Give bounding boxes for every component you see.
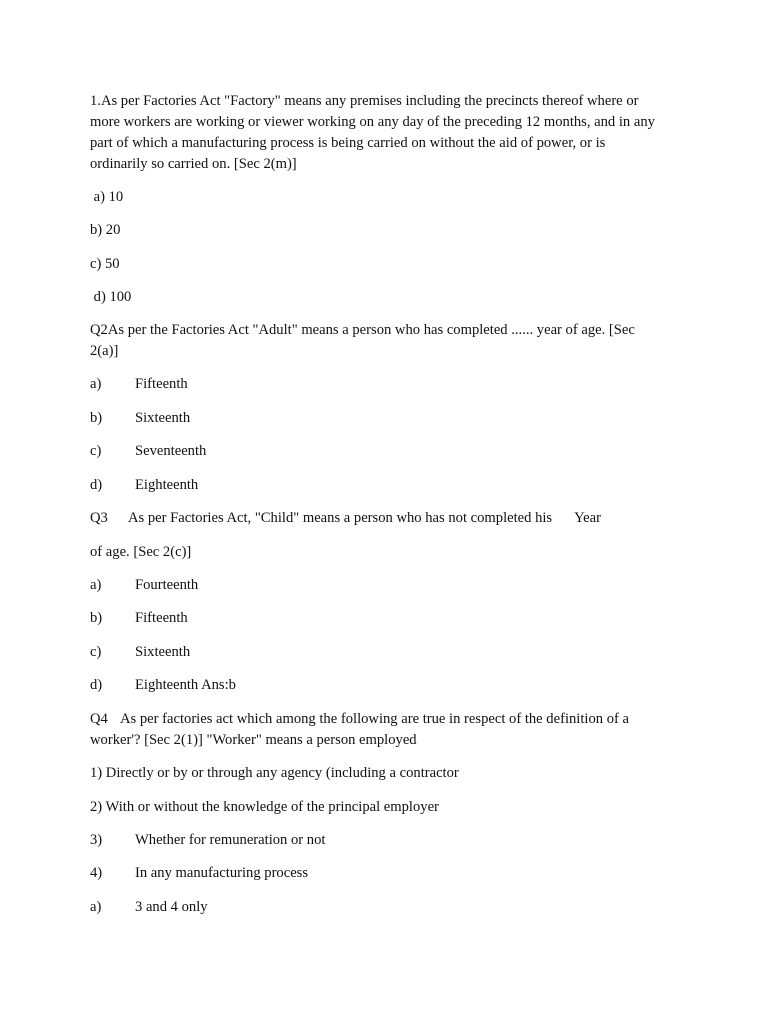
item-text: Whether for remuneration or not <box>135 832 326 848</box>
question-4-item-2: 2) With or without the knowledge of the principal employer <box>90 799 439 815</box>
option-label: b) <box>90 610 103 626</box>
question-4-item-4 <box>90 863 308 884</box>
question-1-option-a: a) 10 <box>90 189 124 205</box>
question-4-item-3 <box>90 830 325 851</box>
option-label: c) <box>90 443 102 459</box>
question-1-option-b: b) 20 <box>90 222 121 238</box>
question-2-option-b <box>90 408 190 429</box>
question-4-line-2: worker'? [Sec 2(1)] "Worker" means a person employed <box>90 732 417 748</box>
question-2-option-c <box>90 441 206 462</box>
question-3-line-2: of age. [Sec 2(c)] <box>90 544 192 560</box>
question-4-item-1: 1) Directly or by or through any agency (including a contractor <box>90 765 459 781</box>
option-label: a) <box>90 577 102 593</box>
question-2-option-a <box>90 374 188 395</box>
question-1-line-1: 1.As per Factories Act "Factory" means any premises including the precincts thereof where or <box>90 93 639 109</box>
question-2-line-2: 2(a)] <box>90 343 119 359</box>
question-3-option-a <box>90 575 198 596</box>
option-text: Sixteenth <box>135 410 191 426</box>
question-1-line-3: part of which a manufacturing process is being carried on without the aid of power, or is <box>90 135 606 151</box>
item-label: 4) <box>90 865 103 881</box>
option-label: a) <box>90 899 102 915</box>
question-number: Q4 <box>90 711 108 727</box>
question-stem-end: Year <box>574 510 602 526</box>
option-text: Eighteenth Ans:b <box>135 677 236 693</box>
option-label: d) <box>90 677 103 693</box>
question-3-line-1 <box>90 508 601 529</box>
question-1-line-4: ordinarily so carried on. [Sec 2(m)] <box>90 156 297 172</box>
question-2-line-1: Q2As per the Factories Act "Adult" means a person who has completed ...... year of age. [Sec <box>90 322 635 338</box>
option-label: d) <box>90 477 103 493</box>
question-1-option-d: d) 100 <box>90 289 132 305</box>
question-1-line-2: more workers are working or viewer working on any day of the preceding 12 months, and in any <box>90 114 655 130</box>
option-text: Fourteenth <box>135 577 199 593</box>
question-2-option-d <box>90 475 198 496</box>
option-text: Fifteenth <box>135 610 188 626</box>
option-text: Seventeenth <box>135 443 207 459</box>
question-stem: As per Factories Act, "Child" means a person who has not completed his <box>128 510 553 526</box>
item-label: 3) <box>90 832 103 848</box>
option-text: 3 and 4 only <box>135 899 208 915</box>
option-text: Fifteenth <box>135 376 188 392</box>
question-3-option-c <box>90 642 190 663</box>
option-text: Eighteenth <box>135 477 199 493</box>
question-4-option-a <box>90 897 208 918</box>
question-3-option-d <box>90 675 236 696</box>
option-label: b) <box>90 410 103 426</box>
question-4-line-1 <box>90 709 629 730</box>
question-3-option-b <box>90 608 188 629</box>
option-label: a) <box>90 376 102 392</box>
option-label: c) <box>90 644 102 660</box>
option-text: Sixteenth <box>135 644 191 660</box>
item-text: In any manufacturing process <box>135 865 309 881</box>
question-stem: As per factories act which among the following are true in respect of the definition of a <box>120 711 629 727</box>
question-1-option-c: c) 50 <box>90 256 120 272</box>
question-number: Q3 <box>90 510 108 526</box>
